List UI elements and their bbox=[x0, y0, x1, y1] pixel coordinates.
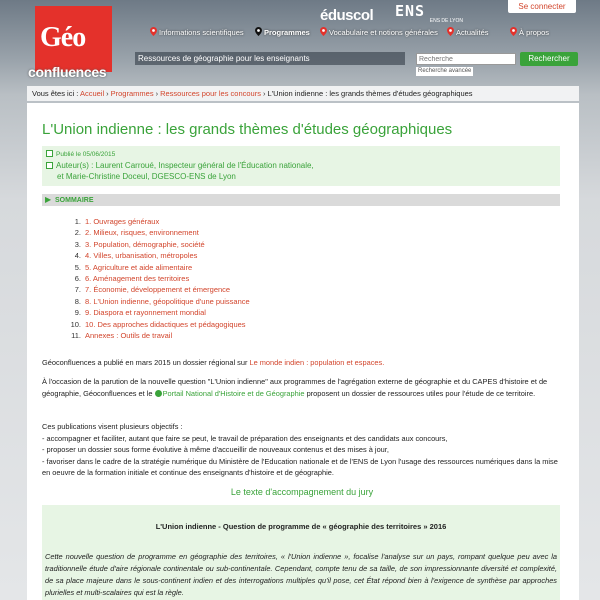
play-arrow-icon: ▶ bbox=[45, 195, 52, 204]
page-title: L'Union indienne : les grands thèmes d'études géographiques bbox=[42, 121, 453, 138]
toc-number: 4. bbox=[74, 251, 81, 261]
calendar-icon bbox=[46, 150, 53, 157]
portal-icon bbox=[155, 390, 162, 397]
toc-number: 2. bbox=[74, 228, 81, 238]
monde-indien-link[interactable]: Le monde indien : population et espaces. bbox=[249, 358, 385, 367]
authors-line-2: et Marie-Christine Doceul, DGESCO-ENS de Lyon bbox=[57, 172, 236, 181]
nav-label: À propos bbox=[519, 28, 550, 37]
jury-text-body: Cette nouvelle question de programme en géographie des territoires, « l'Union indienne », focalise l'analyse sur un pays, rompant quelque peu avec la traditionnelle étude d'aire régionale continentale ou sub-continentale. Cependant, compte tenu de sa taille, de son impressionnante diversité et complexité, de sa place majeure dans le sous-continent indien et des interrogations multiples qu'il pose, cet État répond bien à l'exigence de synthèse par approches plurielles et multi-scalaires qui est la règle. bbox=[45, 552, 557, 597]
objectives-intro: Ces publications visent plusieurs objectifs : bbox=[42, 422, 183, 431]
authors-row-2 bbox=[46, 171, 556, 182]
map-pin-icon bbox=[510, 27, 517, 36]
breadcrumb-separator: › bbox=[106, 89, 109, 98]
nav-item-informations[interactable] bbox=[150, 27, 244, 47]
nav-label: Informations scientifiques bbox=[159, 28, 244, 37]
article-meta bbox=[42, 146, 560, 186]
toc-number: 7. bbox=[74, 285, 81, 295]
toc-number: 5. bbox=[74, 262, 81, 272]
portail-link[interactable]: Portail National d'Histoire et de Géographie bbox=[162, 388, 305, 398]
toc-link[interactable]: 6. Aménagement des territoires bbox=[85, 273, 190, 283]
intro-text: Géoconfluences a publié en mars 2015 un dossier régional sur bbox=[42, 358, 250, 367]
toc-item[interactable] bbox=[67, 296, 547, 307]
nav-item-a-propos[interactable] bbox=[510, 27, 549, 47]
jury-text-box bbox=[42, 505, 560, 600]
site-tagline: Ressources de géographie pour les enseignants bbox=[135, 52, 405, 65]
main-nav bbox=[150, 27, 580, 47]
toc-link[interactable]: 10. Des approches didactiques et pédagogiques bbox=[85, 319, 246, 329]
map-pin-icon bbox=[150, 27, 157, 36]
breadcrumb-prefix: Vous êtes ici : bbox=[32, 89, 79, 98]
eduscol-logo[interactable]: éduscol bbox=[320, 7, 374, 24]
nav-label: Vocabulaire et notions générales bbox=[329, 28, 438, 37]
site-header bbox=[0, 0, 600, 84]
toc-item[interactable] bbox=[67, 216, 547, 227]
logo-text-confluences: confluences bbox=[28, 64, 107, 80]
map-pin-icon bbox=[255, 27, 262, 36]
nav-label: Programmes bbox=[264, 28, 310, 37]
logo-text-geo: Géo bbox=[40, 22, 86, 53]
toc-item[interactable] bbox=[67, 307, 547, 318]
toc-number: 8. bbox=[74, 296, 81, 306]
nav-label: Actualités bbox=[456, 28, 489, 37]
authors-line-1: Auteur(s) : Laurent Carroué, Inspecteur général de l'Éducation nationale, bbox=[56, 161, 314, 170]
toc-item[interactable] bbox=[67, 284, 547, 295]
toc-link[interactable]: 9. Diaspora et rayonnement mondial bbox=[85, 308, 206, 318]
toc-number: 11. bbox=[71, 330, 81, 340]
sommaire-header[interactable] bbox=[42, 194, 560, 206]
objectives-paragraph bbox=[42, 421, 562, 479]
objective-item: - favoriser dans le cadre de la stratégie numérique du Ministère de l'Education nationale et de l'ENS de Lyon l'usage des ressources numériques dans la mise en oeuvre de la formation initiale et continue des enseignants d'histoire et de géographie. bbox=[42, 456, 558, 478]
search-button[interactable]: Rechercher bbox=[520, 52, 578, 66]
toc-link[interactable]: 1. Ouvrages généraux bbox=[85, 217, 160, 226]
published-date: Publié le 05/06/2015 bbox=[56, 151, 116, 158]
intro-paragraph bbox=[42, 357, 562, 369]
published-date-row bbox=[46, 149, 556, 160]
objective-item: - proposer un dossier sous forme évolutive à même d'accueillir de nouveaux contenus et des mises à jour, bbox=[42, 445, 389, 455]
toc-item[interactable] bbox=[67, 319, 547, 330]
jury-text-title: L'Union indienne - Question de programme de « géographie des territoires » 2016 bbox=[155, 522, 447, 531]
breadcrumb-item-accueil[interactable]: Accueil bbox=[79, 89, 105, 98]
map-pin-icon bbox=[447, 27, 454, 36]
toc-link[interactable]: 4. Villes, urbanisation, métropoles bbox=[85, 251, 198, 261]
login-button[interactable]: Se connecter bbox=[508, 0, 576, 13]
toc-item[interactable] bbox=[67, 227, 547, 238]
toc-number: 1. bbox=[74, 217, 81, 226]
ens-mark: ENS bbox=[395, 2, 426, 20]
toc-number: 6. bbox=[74, 273, 81, 283]
table-of-contents bbox=[67, 216, 547, 341]
toc-item[interactable] bbox=[67, 273, 547, 284]
context-text-a: À l'occasion de la parution de la nouvelle question "L'Union indienne" aux programmes de l'agrégation externe de géographie et du CAPES d'histoire et de géographie, Géoconfluences et le bbox=[42, 377, 548, 398]
nav-item-programmes[interactable] bbox=[255, 27, 310, 47]
toc-item[interactable] bbox=[67, 239, 547, 250]
toc-link[interactable]: 2. Milieux, risques, environnement bbox=[85, 228, 199, 238]
toc-number: 10. bbox=[70, 319, 81, 329]
authors-row bbox=[46, 160, 556, 171]
toc-item[interactable] bbox=[67, 250, 547, 261]
toc-link[interactable]: 7. Économie, développement et émergence bbox=[85, 285, 231, 295]
toc-link[interactable]: 3. Population, démographie, société bbox=[85, 239, 205, 249]
search-input[interactable] bbox=[416, 53, 516, 65]
breadcrumb-separator: › bbox=[155, 89, 159, 98]
ens-subtitle: ENS DE LYON bbox=[429, 18, 463, 24]
nav-item-vocabulaire[interactable] bbox=[320, 27, 438, 47]
breadcrumb bbox=[27, 86, 579, 101]
map-pin-icon bbox=[320, 27, 327, 36]
breadcrumb-item-programmes[interactable]: Programmes bbox=[110, 89, 154, 98]
article-content bbox=[27, 103, 579, 600]
breadcrumb-current: L'Union indienne : les grands thèmes d'études géographiques bbox=[267, 89, 473, 98]
toc-item[interactable] bbox=[67, 262, 547, 273]
objective-item: - accompagner et faciliter, autant que faire se peut, le travail de préparation des enseignants et des candidats aux concours, bbox=[42, 433, 448, 443]
ens-lyon-logo[interactable] bbox=[395, 4, 463, 26]
toc-number: 9. bbox=[74, 308, 81, 318]
toc-item[interactable] bbox=[67, 330, 547, 341]
breadcrumb-separator: › bbox=[262, 89, 266, 98]
sommaire-label: SOMMAIRE bbox=[55, 197, 94, 204]
toc-number: 3. bbox=[74, 239, 81, 249]
context-text-b: proposent un dossier de ressources utiles pour l'étude de ce territoire. bbox=[304, 388, 536, 398]
advanced-search-link[interactable]: Recherche avancée bbox=[418, 68, 472, 74]
site-logo[interactable] bbox=[28, 6, 120, 82]
toc-link[interactable]: 8. L'Union indienne, géopolitique d'une puissance bbox=[85, 296, 250, 306]
nav-item-actualites[interactable] bbox=[447, 27, 489, 47]
author-icon bbox=[46, 162, 53, 169]
section-heading: Le texte d'accompagnement du jury bbox=[230, 487, 374, 497]
context-paragraph bbox=[42, 376, 562, 399]
breadcrumb-item-concours[interactable]: Ressources pour les concours bbox=[160, 89, 261, 98]
toc-link[interactable]: 5. Agriculture et aide alimentaire bbox=[85, 262, 193, 272]
toc-link[interactable]: Annexes : Outils de travail bbox=[85, 330, 173, 340]
